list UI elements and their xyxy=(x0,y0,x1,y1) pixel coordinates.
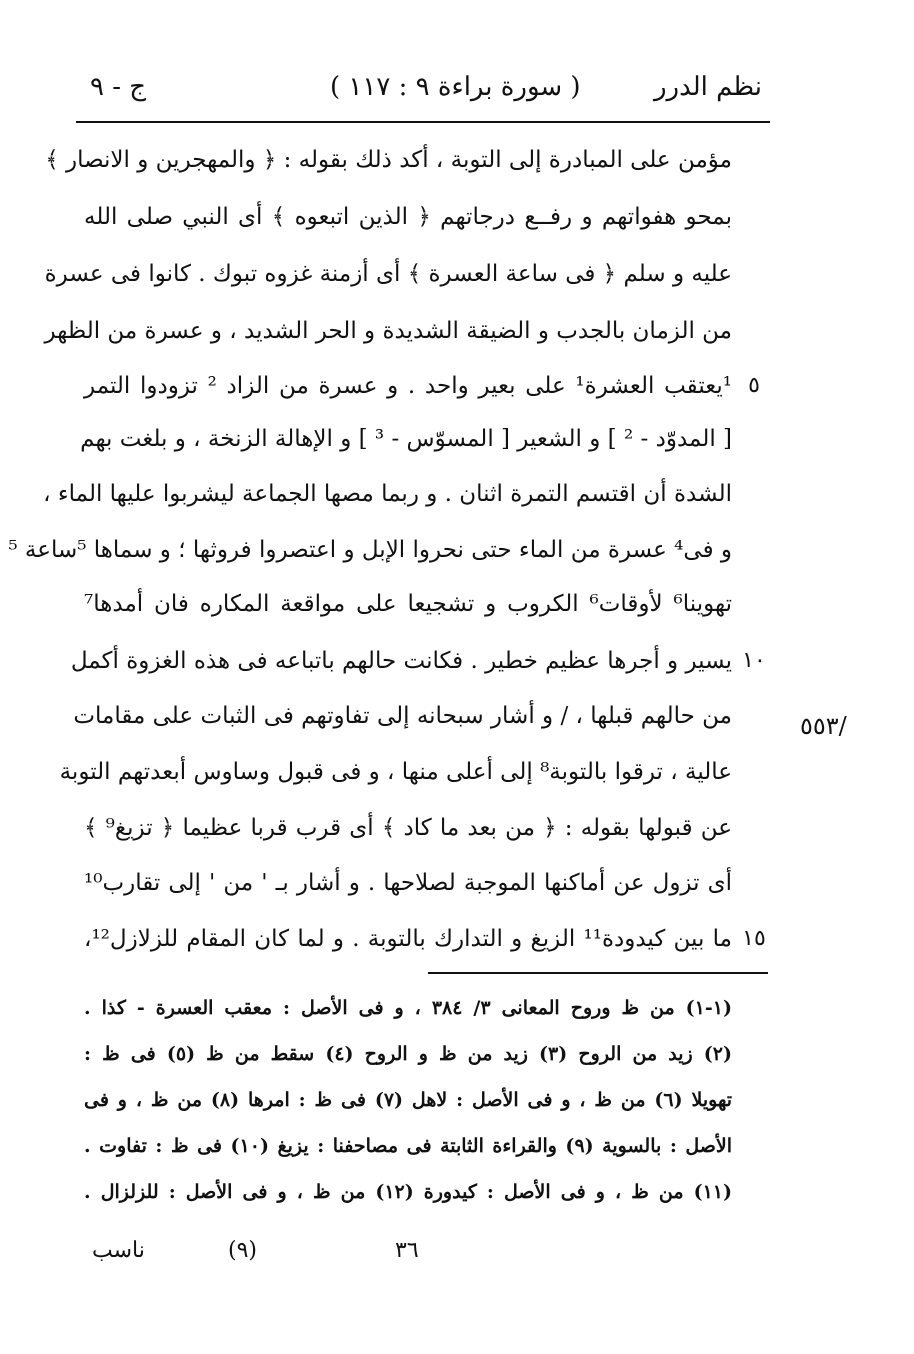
running-head-surah: ( سورة براءة ٩ : ١١٧ ) xyxy=(330,72,581,102)
footnote-line-2: (٢) زيد من الروح (٣) زيد من ظ و الروح (٤) سقط من ظ (٥) فى ظ : xyxy=(84,1043,733,1065)
text-line-7: الشدة أن اقتسم التمرة اثنان . و ربما مصها الجماعة ليشربوا عليها الماء ، xyxy=(43,481,732,507)
text-line-14: أى تزول عن أماكنها الموجبة لصلاحها . و أشار بـ ' من ' إلى تقارب¹⁰ xyxy=(84,870,732,896)
line-number-5: ٥ xyxy=(748,373,760,398)
page-number: ٣٦ xyxy=(395,1238,419,1263)
text-line-8: و فى⁴ عسرة من الماء حتى نحروا الإبل و اعتصروا فروثها ؛ و سماها ⁵ساعة ⁵ xyxy=(8,537,732,563)
line-number-10: ١٠ xyxy=(742,648,766,673)
text-line-5: ¹يعتقب العشرة¹ على بعير واحد . و عسرة من الزاد ² تزودوا التمر xyxy=(84,373,732,399)
text-line-2: بمحو هفواتهم و رفــع درجاتهم ﴿ الذين اتبعوه ﴾ أى النبي صلى الله xyxy=(84,204,732,230)
text-line-13: عن قبولها بقوله : ﴿ من بعد ما كاد ﴾ أى قرب قربا عظيما ﴿ تزيغ⁹ ﴾ xyxy=(84,815,732,841)
line-number-15: ١٥ xyxy=(742,926,766,951)
text-line-9: تهوينا⁶ لأوقات⁶ الكروب و تشجيعا على مواقعة المكاره فان أمدها⁷ xyxy=(84,591,732,617)
signature-mark: (٩) xyxy=(228,1238,258,1263)
copyist-note: ناسب xyxy=(92,1238,145,1263)
text-line-11: من حالهم قبلها ، / و أشار سبحانه إلى تفاوتهم فى الثبات على مقامات xyxy=(73,703,732,729)
text-line-10: يسير و أجرها عظيم خطير . فكانت حالهم باتباعه فى هذه الغزوة أكمل xyxy=(70,648,732,674)
running-head-volume: ج - ٩ xyxy=(90,72,147,102)
text-line-4: من الزمان بالجدب و الضيقة الشديدة و الحر الشديد ، و عسرة من الظهر xyxy=(44,318,732,344)
header-rule xyxy=(76,121,770,123)
footnote-line-3: تهويلا (٦) من ظ ، و فى الأصل : لاهل (٧) فى ظ : امرها (٨) من ظ ، و فى xyxy=(84,1089,732,1111)
text-line-12: عالية ، ترقوا بالتوبة⁸ إلى أعلى منها ، و فى قبول وساوس أبعدتهم التوبة xyxy=(59,759,732,785)
text-line-1: مؤمن على المبادرة إلى التوبة ، أكد ذلك بقوله : ﴿ والمهجرين و الانصار ﴾ xyxy=(45,147,732,173)
text-line-15: ما بين كيدودة¹¹ الزيغ و التدارك بالتوبة . و لما كان المقام للزلازل¹²، xyxy=(84,926,732,952)
text-line-6: [ المدوّد - ² ] و الشعير [ المسوّس - ³ ] و الإهالة الزنخة ، و بلغت بهم xyxy=(80,426,732,452)
footnote-rule xyxy=(428,972,768,974)
footnote-line-4: الأصل : بالسوية (٩) والقراءة الثابتة فى مصاحفنا : يزيغ (١٠) فى ظ : تفاوت . xyxy=(84,1135,733,1157)
running-head-title: نظم الدرر xyxy=(653,72,762,102)
manuscript-folio-ref: ٥٥٣/ xyxy=(800,712,847,740)
footnote-line-5: (١١) من ظ ، و فى الأصل : كيدورة (١٢) من ظ ، و فى الأصل : للزلزال . xyxy=(84,1181,732,1203)
footnote-line-1: (١-١) من ظ وروح المعانى ٣/ ٣٨٤ ، و فى الأصل : معقب العسرة - كذا . xyxy=(84,997,732,1019)
text-line-3: عليه و سلم ﴿ فى ساعة العسرة ﴾ أى أزمنة غزوه تبوك . كانوا فى عسرة xyxy=(44,261,732,287)
